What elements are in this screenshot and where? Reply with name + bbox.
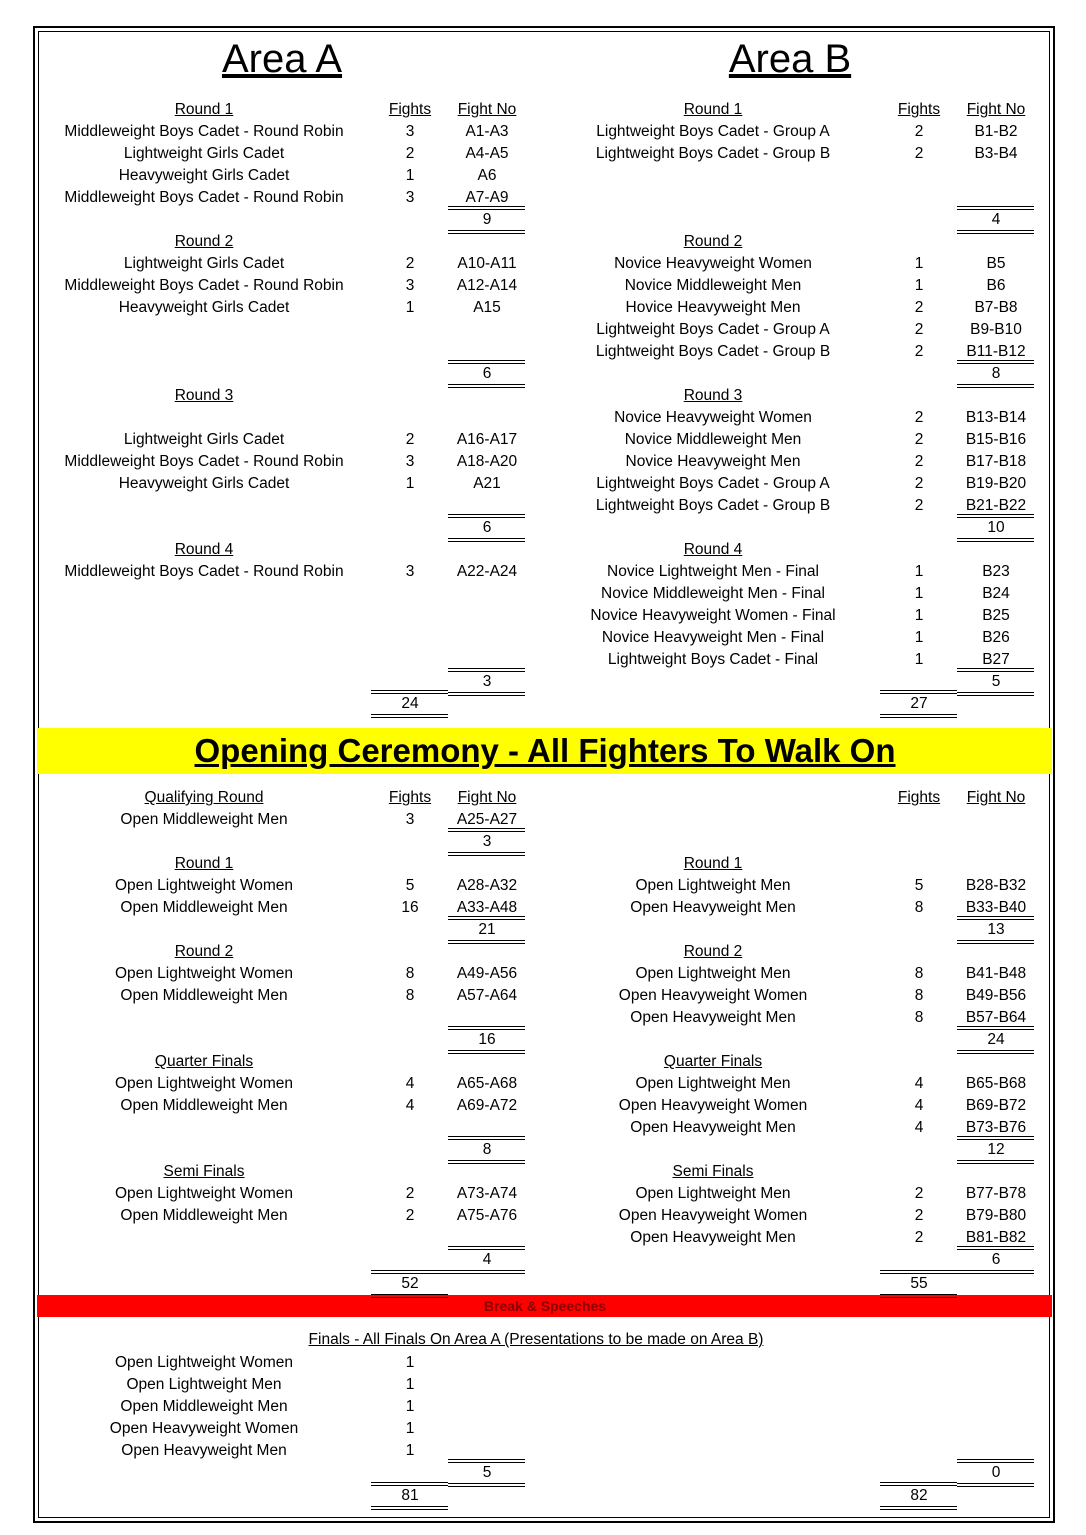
subtotal: 24 [987, 1031, 1005, 1048]
event-name: Novice Middleweight Men - Final [601, 585, 825, 602]
event-fight-no: A21 [473, 475, 501, 492]
event-name: Middleweight Boys Cadet - Round Robin [64, 189, 344, 206]
subtotal: 5 [482, 1464, 492, 1481]
grand-total: 52 [401, 1275, 419, 1292]
round-heading: Round 1 [683, 101, 743, 118]
event-name: Open Lightweight Men [635, 965, 791, 982]
subtotal-rule [448, 692, 525, 693]
event-fights: 1 [405, 1376, 415, 1393]
round-heading: Round 2 [683, 233, 743, 250]
event-fights: 8 [914, 965, 924, 982]
event-name: Lightweight Girls Cadet [123, 255, 285, 272]
event-fights: 8 [405, 987, 415, 1004]
round-heading: Semi Finals [672, 1163, 754, 1180]
event-fights: 2 [405, 145, 415, 162]
subtotal-rule [957, 940, 1034, 941]
event-name: Open Middleweight Men [120, 1097, 288, 1114]
subtotal: 6 [991, 1251, 1001, 1268]
event-name: Open Heavyweight Women [618, 987, 808, 1004]
fights-header: Fights [388, 789, 432, 806]
subtotal-rule [448, 1486, 525, 1487]
event-fights: 2 [405, 255, 415, 272]
grand-total-rule [880, 1297, 957, 1298]
grand-total-rule [371, 1506, 448, 1507]
event-name: Open Heavyweight Men [630, 1119, 796, 1136]
event-name: Lightweight Boys Cadet - Group A [596, 321, 830, 338]
event-name: Open Middleweight Men [120, 1207, 288, 1224]
event-fights: 2 [405, 1207, 415, 1224]
subtotal-rule [448, 855, 525, 856]
event-fights: 2 [914, 343, 924, 360]
round-heading: Round 1 [174, 855, 234, 872]
event-fight-no: B49-B56 [965, 987, 1027, 1004]
subtotal-rule [957, 943, 1034, 944]
subtotal-rule [957, 1053, 1034, 1054]
event-fights: 4 [914, 1097, 924, 1114]
grand-total-rule [371, 1270, 448, 1271]
subtotal-rule [448, 916, 525, 917]
event-name: Lightweight Girls Cadet [123, 431, 285, 448]
event-fight-no: B3-B4 [974, 145, 1018, 162]
subtotal-rule [448, 538, 525, 539]
subtotal: 10 [987, 519, 1005, 536]
grand-total-rule [371, 690, 448, 691]
event-fights: 1 [914, 563, 924, 580]
round-heading: Round 2 [174, 943, 234, 960]
event-name: Open Middleweight Men [120, 899, 288, 916]
fights-header: Fights [897, 101, 941, 118]
subtotal: 4 [991, 211, 1001, 228]
event-name: Novice Heavyweight Women [614, 409, 812, 426]
subtotal-rule [448, 1053, 525, 1054]
event-fights: 1 [405, 1442, 415, 1459]
event-fight-no: B57-B64 [965, 1009, 1027, 1026]
event-fight-no: A75-A76 [456, 1207, 518, 1224]
event-fight-no: A10-A11 [457, 255, 517, 272]
event-name: Open Heavyweight Men [121, 1442, 287, 1459]
subtotal-rule [957, 1246, 1034, 1247]
event-fights: 8 [914, 1009, 924, 1026]
event-name: Open Heavyweight Women [618, 1207, 808, 1224]
subtotal-rule [957, 514, 1034, 515]
subtotal-rule [448, 387, 525, 388]
round-heading: Round 1 [174, 101, 234, 118]
event-fights: 8 [914, 987, 924, 1004]
event-fights: 3 [405, 563, 415, 580]
event-name: Open Lightweight Women [114, 1354, 294, 1371]
event-fight-no: B7-B8 [974, 299, 1018, 316]
event-name: Lightweight Boys Cadet - Group A [596, 123, 830, 140]
subtotal-rule [448, 852, 525, 853]
event-name: Middleweight Boys Cadet - Round Robin [64, 453, 344, 470]
subtotal-rule [448, 1483, 525, 1484]
grand-total-rule [880, 717, 957, 718]
round-heading: Round 4 [174, 541, 234, 558]
subtotal-rule [448, 668, 525, 669]
event-name: Novice Heavyweight Women [614, 255, 812, 272]
event-fight-no: A33-A48 [456, 899, 518, 916]
event-fight-no: A57-A64 [456, 987, 518, 1004]
event-fight-no: A16-A17 [456, 431, 518, 448]
subtotal: 3 [482, 673, 492, 690]
event-fights: 3 [405, 189, 415, 206]
subtotal-rule [957, 1163, 1034, 1164]
subtotal-rule [448, 1163, 525, 1164]
event-fights: 1 [914, 255, 924, 272]
subtotal-rule [448, 828, 525, 829]
subtotal-rule [448, 1136, 525, 1137]
subtotal-rule [957, 1486, 1034, 1487]
subtotal-rule [957, 541, 1034, 542]
event-fight-no: B24 [982, 585, 1010, 602]
grand-total-rule [371, 714, 448, 715]
subtotal-rule [957, 233, 1034, 234]
event-fight-no: A73-A74 [456, 1185, 518, 1202]
round-heading: Quarter Finals [154, 1053, 254, 1070]
subtotal-rule [957, 1459, 1034, 1460]
event-fights: 2 [914, 1207, 924, 1224]
event-fights: 1 [914, 651, 924, 668]
round-heading: Semi Finals [163, 1163, 245, 1180]
event-fight-no: B11-B12 [966, 343, 1026, 360]
event-name: Lightweight Boys Cadet - Final [607, 651, 819, 668]
break-label: Break & Speeches [483, 1298, 607, 1314]
event-fights: 2 [405, 1185, 415, 1202]
event-name: Middleweight Boys Cadet - Round Robin [64, 277, 344, 294]
event-name: Open Middleweight Men [120, 811, 288, 828]
event-fights: 5 [405, 877, 415, 894]
event-name: Open Heavyweight Women [109, 1420, 299, 1437]
subtotal-rule [448, 1050, 525, 1051]
subtotal-rule [957, 387, 1034, 388]
grand-total: 55 [910, 1275, 928, 1292]
subtotal-rule [957, 1483, 1034, 1484]
fights-header: Fights [388, 101, 432, 118]
grand-total-rule [880, 690, 957, 691]
event-name: Novice Heavyweight Men - Final [601, 629, 825, 646]
event-name: Middleweight Boys Cadet - Round Robin [64, 123, 344, 140]
grand-total-rule [371, 1297, 448, 1298]
fight-no-header: Fight No [457, 789, 517, 806]
event-fight-no: A28-A32 [456, 877, 518, 894]
event-fight-no: B26 [982, 629, 1010, 646]
event-fight-no: B13-B14 [965, 409, 1027, 426]
event-name: Open Lightweight Men [635, 877, 791, 894]
event-fight-no: B41-B48 [965, 965, 1027, 982]
event-fight-no: B5 [986, 255, 1006, 272]
event-fights: 16 [401, 899, 419, 916]
subtotal-rule [957, 668, 1034, 669]
event-name: Open Lightweight Women [114, 1185, 294, 1202]
grand-total: 27 [910, 695, 928, 712]
event-fights: 2 [914, 123, 924, 140]
event-fights: 1 [405, 1398, 415, 1415]
subtotal-rule [448, 695, 525, 696]
subtotal-rule [957, 360, 1034, 361]
subtotal-rule [957, 384, 1034, 385]
subtotal-rule [957, 1270, 1034, 1271]
event-fights: 3 [405, 453, 415, 470]
area-b-title: Area B [728, 37, 852, 81]
round-heading: Round 4 [683, 541, 743, 558]
event-fight-no: B81-B82 [965, 1229, 1027, 1246]
event-fight-no: B77-B78 [965, 1185, 1027, 1202]
event-name: Lightweight Boys Cadet - Group B [595, 497, 831, 514]
event-fights: 1 [914, 585, 924, 602]
subtotal: 12 [987, 1141, 1005, 1158]
event-fight-no: B6 [986, 277, 1006, 294]
event-fights: 2 [914, 475, 924, 492]
event-name: Open Heavyweight Women [618, 1097, 808, 1114]
fight-no-header: Fight No [966, 101, 1026, 118]
event-name: Lightweight Boys Cadet - Group A [596, 475, 830, 492]
subtotal-rule [957, 692, 1034, 693]
event-fight-no: A4-A5 [465, 145, 509, 162]
event-fights: 3 [405, 277, 415, 294]
subtotal: 8 [991, 365, 1001, 382]
grand-total-rule [371, 1482, 448, 1483]
event-fight-no: A49-A56 [456, 965, 518, 982]
event-name: Lightweight Boys Cadet - Group B [595, 343, 831, 360]
event-fight-no: A65-A68 [456, 1075, 518, 1092]
event-fight-no: B15-B16 [965, 431, 1027, 448]
event-fights: 1 [405, 167, 415, 184]
event-name: Novice Middleweight Men [624, 277, 802, 294]
event-name: Open Lightweight Men [635, 1075, 791, 1092]
subtotal-rule [957, 916, 1034, 917]
event-fights: 2 [914, 145, 924, 162]
subtotal: 6 [482, 519, 492, 536]
event-name: Open Middleweight Men [120, 987, 288, 1004]
subtotal: 5 [991, 673, 1001, 690]
event-name: Open Heavyweight Men [630, 1009, 796, 1026]
subtotal: 3 [482, 833, 492, 850]
event-fights: 2 [914, 1229, 924, 1246]
event-fights: 1 [405, 1420, 415, 1437]
subtotal-rule [448, 360, 525, 361]
grand-total-rule [880, 1509, 957, 1510]
event-fights: 2 [914, 431, 924, 448]
event-fights: 1 [405, 475, 415, 492]
event-fights: 2 [405, 431, 415, 448]
event-name: Novice Heavyweight Men [625, 453, 801, 470]
subtotal: 0 [991, 1464, 1001, 1481]
event-fights: 2 [914, 497, 924, 514]
grand-total-rule [371, 717, 448, 718]
event-fights: 3 [405, 123, 415, 140]
event-fight-no: B65-B68 [965, 1075, 1027, 1092]
subtotal-rule [448, 541, 525, 542]
grand-total: 81 [401, 1487, 419, 1504]
grand-total-rule [880, 1294, 957, 1295]
event-name: Open Lightweight Men [126, 1376, 282, 1393]
event-fight-no: A1-A3 [465, 123, 509, 140]
subtotal: 16 [478, 1031, 496, 1048]
event-fight-no: B27 [982, 651, 1010, 668]
fight-no-header: Fight No [966, 789, 1026, 806]
event-fight-no: A22-A24 [456, 563, 518, 580]
event-name: Open Lightweight Women [114, 1075, 294, 1092]
event-fight-no: A7-A9 [465, 189, 509, 206]
event-fight-no: A69-A72 [456, 1097, 518, 1114]
event-fights: 2 [914, 1185, 924, 1202]
subtotal-rule [448, 1273, 525, 1274]
subtotal-rule [957, 1273, 1034, 1274]
subtotal: 21 [478, 921, 496, 938]
event-name: Heavyweight Girls Cadet [118, 299, 290, 316]
event-name: Open Lightweight Men [635, 1185, 791, 1202]
subtotal-rule [957, 230, 1034, 231]
subtotal: 6 [482, 365, 492, 382]
event-fight-no: B73-B76 [965, 1119, 1027, 1136]
event-fight-no: B33-B40 [965, 899, 1027, 916]
event-fights: 4 [405, 1097, 415, 1114]
event-fight-no: A15 [473, 299, 501, 316]
event-name: Novice Lightweight Men - Final [607, 563, 819, 580]
subtotal-rule [957, 1136, 1034, 1137]
event-fight-no: B21-B22 [965, 497, 1027, 514]
subtotal-rule [448, 206, 525, 207]
area-a-title: Area A [221, 37, 343, 81]
event-fight-no: B23 [982, 563, 1010, 580]
event-name: Heavyweight Girls Cadet [118, 475, 290, 492]
event-fights: 1 [405, 1354, 415, 1371]
subtotal-rule [448, 384, 525, 385]
subtotal: 13 [987, 921, 1005, 938]
subtotal-rule [957, 1160, 1034, 1161]
subtotal-rule [448, 1459, 525, 1460]
round-heading: Round 3 [174, 387, 234, 404]
subtotal-rule [957, 538, 1034, 539]
event-fight-no: B9-B10 [970, 321, 1022, 338]
subtotal-rule [957, 1026, 1034, 1027]
event-fights: 8 [914, 899, 924, 916]
grand-total-rule [880, 1506, 957, 1507]
event-name: Open Lightweight Women [114, 965, 294, 982]
subtotal-rule [448, 1026, 525, 1027]
event-fight-no: A18-A20 [456, 453, 518, 470]
event-name: Open Lightweight Women [114, 877, 294, 894]
round-heading: Qualifying Round [144, 789, 264, 806]
event-name: Middleweight Boys Cadet - Round Robin [64, 563, 344, 580]
event-name: Novice Heavyweight Women - Final [590, 607, 836, 624]
subtotal-rule [448, 514, 525, 515]
subtotal-rule [448, 1270, 525, 1271]
event-fights: 3 [405, 811, 415, 828]
event-fight-no: A6 [477, 167, 497, 184]
event-fights: 8 [405, 965, 415, 982]
event-fight-no: B28-B32 [965, 877, 1027, 894]
round-heading: Round 2 [683, 943, 743, 960]
event-fight-no: B1-B2 [974, 123, 1018, 140]
event-name: Open Middleweight Men [120, 1398, 288, 1415]
event-fights: 2 [914, 453, 924, 470]
subtotal-rule [957, 206, 1034, 207]
event-fight-no: B19-B20 [965, 475, 1027, 492]
event-fight-no: B25 [982, 607, 1010, 624]
subtotal-rule [448, 1246, 525, 1247]
event-fights: 2 [914, 299, 924, 316]
subtotal: 8 [482, 1141, 492, 1158]
event-fights: 1 [914, 277, 924, 294]
event-fights: 4 [405, 1075, 415, 1092]
event-name: Lightweight Boys Cadet - Group B [595, 145, 831, 162]
grand-total-rule [880, 1270, 957, 1271]
round-heading: Quarter Finals [663, 1053, 763, 1070]
grand-total-rule [880, 1482, 957, 1483]
grand-total-rule [880, 714, 957, 715]
subtotal-rule [448, 1160, 525, 1161]
subtotal-rule [448, 943, 525, 944]
event-name: Open Heavyweight Men [630, 1229, 796, 1246]
event-fights: 4 [914, 1119, 924, 1136]
round-heading: Round 1 [683, 855, 743, 872]
fights-header: Fights [897, 789, 941, 806]
event-name: Hovice Heavyweight Men [625, 299, 801, 316]
subtotal: 4 [482, 1251, 492, 1268]
event-fights: 5 [914, 877, 924, 894]
grand-total-rule [371, 1294, 448, 1295]
event-fight-no: B17-B18 [965, 453, 1027, 470]
subtotal: 9 [482, 211, 492, 228]
grand-total: 82 [910, 1487, 928, 1504]
ceremony-heading: Opening Ceremony - All Fighters To Walk On [194, 732, 896, 769]
grand-total: 24 [401, 695, 419, 712]
event-name: Lightweight Girls Cadet [123, 145, 285, 162]
finals-heading: Finals - All Finals On Area A (Presentations to be made on Area B) [308, 1331, 764, 1348]
grand-total-rule [371, 1509, 448, 1510]
event-fights: 2 [914, 409, 924, 426]
round-heading: Round 2 [174, 233, 234, 250]
event-fights: 4 [914, 1075, 924, 1092]
event-fights: 1 [914, 607, 924, 624]
event-name: Novice Middleweight Men [624, 431, 802, 448]
event-fight-no: A25-A27 [456, 811, 518, 828]
fight-no-header: Fight No [457, 101, 517, 118]
subtotal-rule [448, 233, 525, 234]
event-fight-no: A12-A14 [456, 277, 518, 294]
round-heading: Round 3 [683, 387, 743, 404]
subtotal-rule [448, 230, 525, 231]
event-fights: 1 [405, 299, 415, 316]
event-name: Heavyweight Girls Cadet [118, 167, 290, 184]
event-fight-no: B79-B80 [965, 1207, 1027, 1224]
event-fight-no: B69-B72 [965, 1097, 1027, 1114]
event-fights: 1 [914, 629, 924, 646]
event-name: Open Heavyweight Men [630, 899, 796, 916]
subtotal-rule [957, 695, 1034, 696]
subtotal-rule [957, 1050, 1034, 1051]
event-fights: 2 [914, 321, 924, 338]
subtotal-rule [448, 940, 525, 941]
